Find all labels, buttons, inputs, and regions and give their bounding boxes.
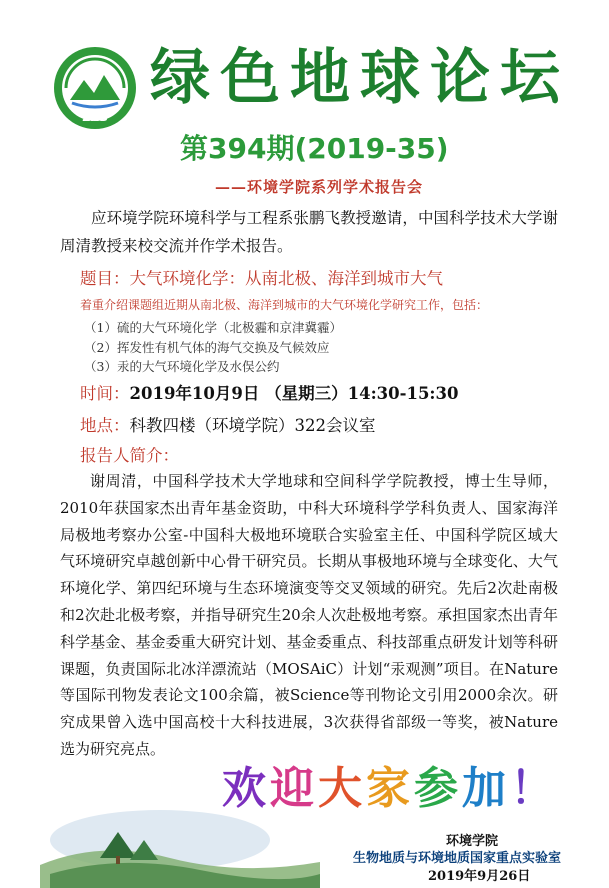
speaker-bio: 谢周清，中国科学技术大学地球和空间科学学院教授，博士生导师，2010年获国家杰出青年基金资助，中科大环境科学学科负责人、国家海洋局极地考察办公室-中国科大极地环境联合实验室主任、中国科学院区域大气环境研究卓越创新中心骨干研究员。长期从事极地环境与全球变化、大气环境化学、第四纪环境与生态环境演变等交叉领域的研究。先后2次赴南极和2次赴北极考察，并指导研究生20余人次赴极地考察。承担国家杰出青年科学基金、基金委重大研究计划、基金委重点、科技部重点研发计划等科研课题，负责国际北冰洋漂流站（MOSAiC）计划“汞观测”项目。在Nature等国际刊物发表论文100余篇，被Science等刊物论文引用2000余次。研究成果曾入选中国高校十大科技进展，3次获得省部级一等奖，被Nature选为研究亮点。 bbox=[60, 472, 558, 758]
series-subtitle: ——环境学院系列学术报告会 bbox=[215, 178, 424, 196]
footer-lab: 生物地质与环境地质国家重点实验室 bbox=[353, 851, 562, 866]
issue-number: 第394期(2019-35) bbox=[180, 132, 449, 165]
time-line bbox=[80, 380, 459, 404]
footer-school: 环境学院 bbox=[446, 834, 499, 849]
welcome-char: 欢 bbox=[222, 763, 270, 814]
welcome-char: ！ bbox=[510, 763, 558, 814]
welcome-char: 参 bbox=[414, 763, 462, 814]
welcome-char: 家 bbox=[366, 763, 414, 814]
speaker-heading: 报告人简介： bbox=[80, 446, 179, 465]
topic-point: （1）硫的大气环境化学（北极霾和京津冀霾） bbox=[84, 320, 342, 335]
footer-date: 2019年9月26日 bbox=[428, 869, 531, 884]
intro-paragraph: 应环境学院环境科学与工程系张鹏飞教授邀请，中国科学技术大学谢周清教授来校交流并作学术报告。 bbox=[60, 209, 558, 255]
topic-summary: 着重介绍课题组近期从南北极、海洋到城市的大气环境化学研究工作，包括： bbox=[80, 298, 489, 312]
topic-title: 题目：大气环境化学：从南北极、海洋到城市大气 bbox=[80, 269, 443, 288]
forum-title: 绿色地球论坛 bbox=[150, 43, 570, 113]
welcome-char: 大 bbox=[318, 763, 366, 814]
time-label: 时间： bbox=[80, 384, 130, 403]
welcome-banner bbox=[222, 752, 558, 816]
place-value: 科教四楼（环境学院）322会议室 bbox=[129, 416, 376, 435]
topic-point: （3）汞的大气环境化学及水俣公约 bbox=[84, 359, 280, 374]
welcome-char: 加 bbox=[462, 763, 510, 814]
zhb-logo bbox=[52, 45, 138, 131]
place-line bbox=[80, 412, 376, 436]
place-label: 地点： bbox=[80, 416, 130, 435]
logo-text: ZHB bbox=[82, 111, 108, 124]
topic-point: （2）挥发性有机气体的海气交换及气候效应 bbox=[84, 340, 330, 355]
welcome-char: 迎 bbox=[270, 763, 318, 814]
time-value: 2019年10月9日 （星期三）14:30-15:30 bbox=[129, 384, 459, 403]
